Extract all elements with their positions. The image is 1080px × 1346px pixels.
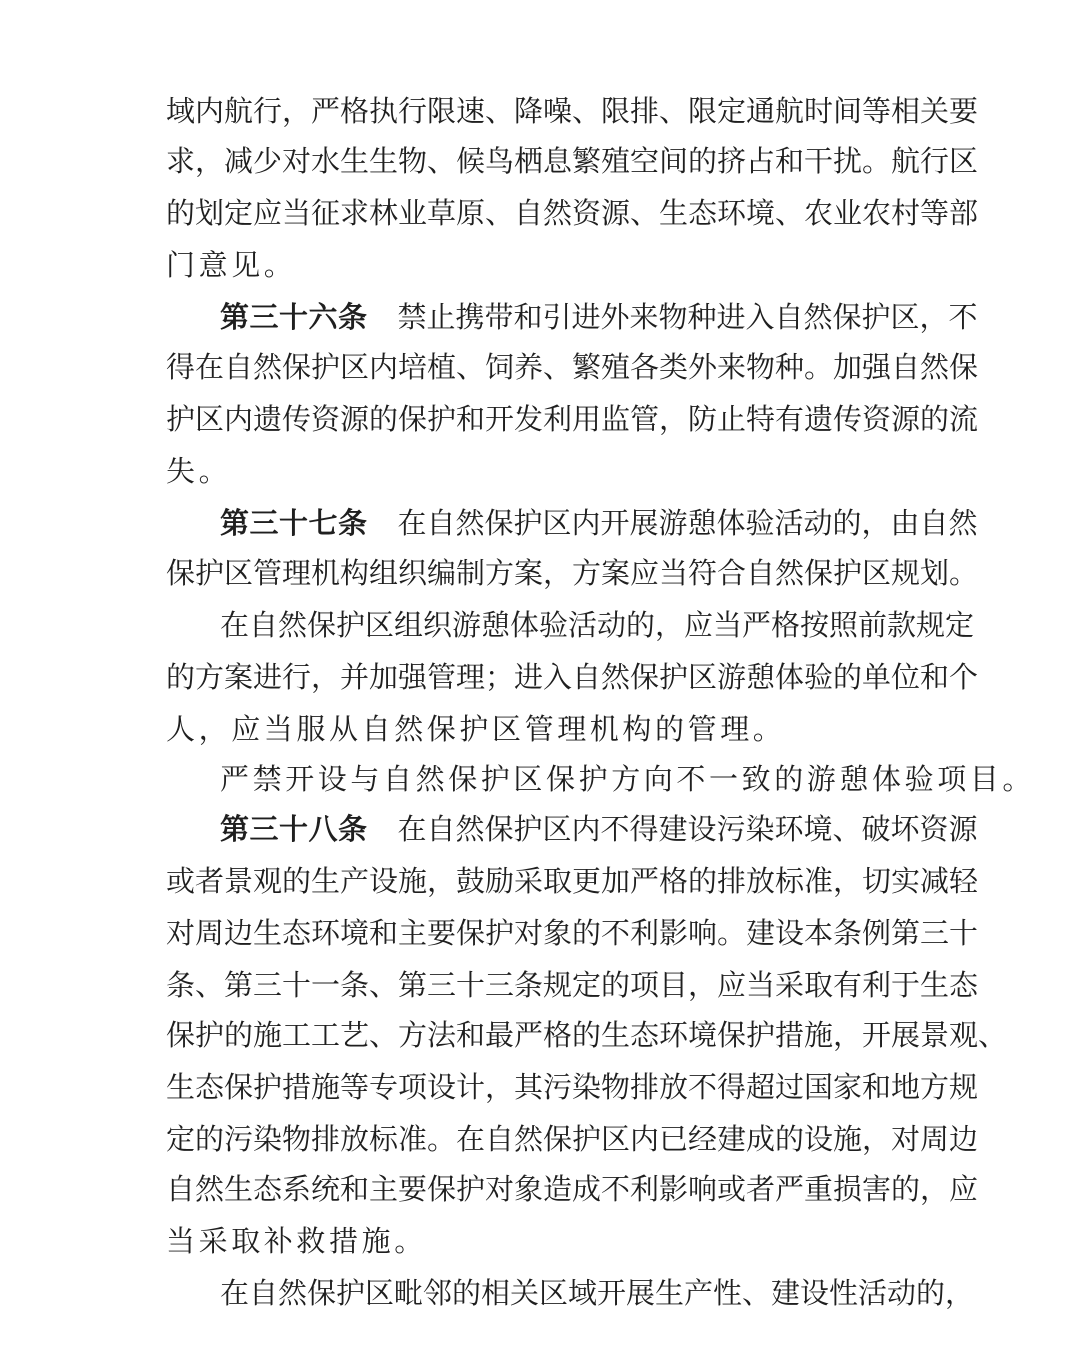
text-line: 护区内遗传资源的保护和开发利用监管，防止特有遗传资源的流 xyxy=(166,402,979,436)
article-text: 在自然保护区内开展游憩体验活动的，由自然 xyxy=(397,506,978,540)
text-line: 严禁开设与自然保护区保护方向不一致的游憩体验项目。 xyxy=(220,762,1036,796)
article-line xyxy=(220,295,978,339)
text-line: 在自然保护区组织游憩体验活动的，应当严格按照前款规定 xyxy=(220,608,975,642)
article-line xyxy=(220,807,978,851)
text-line: 人，应当服从自然保护区管理机构的管理。 xyxy=(166,712,786,746)
text-line: 域内航行，严格执行限速、降噪、限排、限定通航时间等相关要 xyxy=(166,94,979,128)
text-line: 生态保护措施等专项设计，其污染物排放不得超过国家和地方规 xyxy=(166,1070,979,1104)
text-line: 或者景观的生产设施，鼓励采取更加严格的排放标准，切实减轻 xyxy=(166,864,979,898)
text-line: 保护区管理机构组织编制方案，方案应当符合自然保护区规划。 xyxy=(166,556,979,590)
article-line xyxy=(220,501,978,545)
text-line: 自然生态系统和主要保护对象造成不利影响或者严重损害的，应 xyxy=(166,1172,979,1206)
text-line: 定的污染物排放标准。在自然保护区内已经建成的设施，对周边 xyxy=(166,1122,979,1156)
article-number: 第三十七条 xyxy=(220,506,368,540)
text-line: 对周边生态环境和主要保护对象的不利影响。建设本条例第三十 xyxy=(166,916,979,950)
text-line: 在自然保护区毗邻的相关区域开展生产性、建设性活动的， xyxy=(220,1276,975,1310)
text-line: 得在自然保护区内培植、饲养、繁殖各类外来物种。加强自然保 xyxy=(166,350,979,384)
text-line: 保护的施工工艺、方法和最严格的生态环境保护措施，开展景观、 xyxy=(166,1018,1008,1052)
text-line: 的方案进行，并加强管理；进入自然保护区游憩体验的单位和个 xyxy=(166,660,979,694)
text-line: 当采取补救措施。 xyxy=(166,1224,427,1258)
text-line: 门意见。 xyxy=(166,248,297,282)
article-number: 第三十八条 xyxy=(220,812,368,846)
text-line: 求，减少对水生生物、候鸟栖息繁殖空间的挤占和干扰。航行区 xyxy=(166,144,979,178)
article-text: 在自然保护区内不得建设污染环境、破坏资源 xyxy=(397,812,978,846)
article-text: 禁止携带和引进外来物种进入自然保护区，不 xyxy=(397,300,978,334)
text-line: 的划定应当征求林业草原、自然资源、生态环境、农业农村等部 xyxy=(166,196,979,230)
text-line: 条、第三十一条、第三十三条规定的项目，应当采取有利于生态 xyxy=(166,968,979,1002)
text-line: 失。 xyxy=(166,454,232,488)
article-number: 第三十六条 xyxy=(220,300,368,334)
